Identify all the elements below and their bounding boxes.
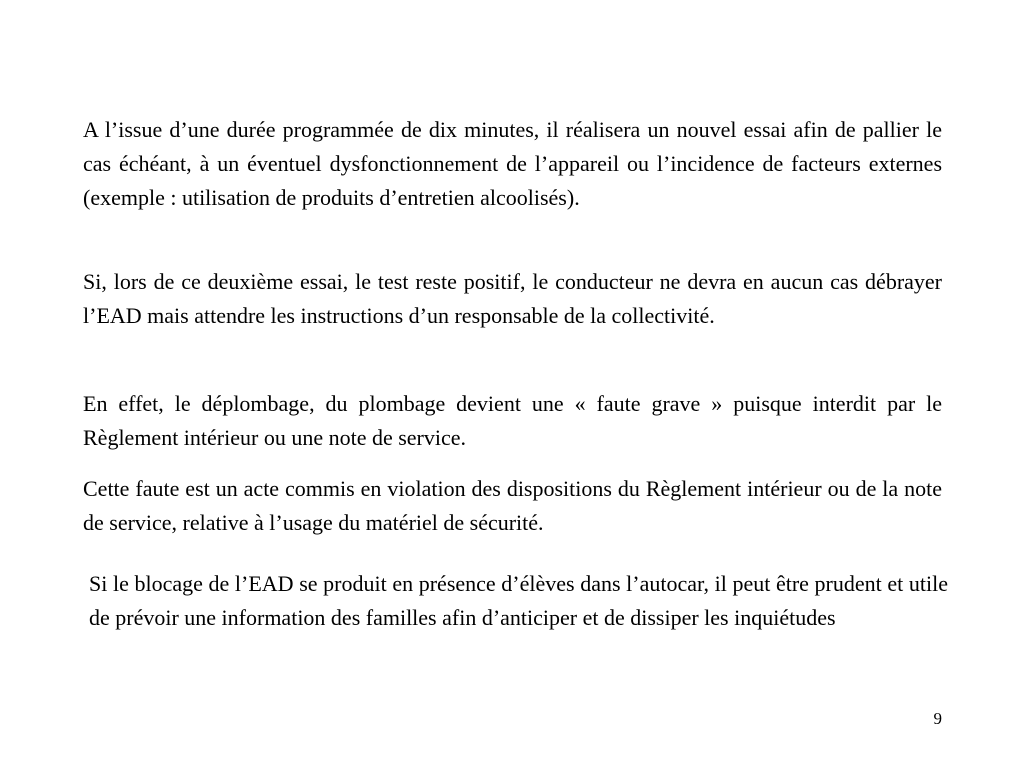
page-number: 9 [933,709,942,728]
paragraph-inform-families: Si le blocage de l’EAD se produit en présence d’élèves dans l’autocar, il peut être prudent et utile de prévoir une information des familles afin d’anticiper et de dissiper les inquiétudes [89,571,948,630]
paragraph-retest-after-ten-minutes: A l’issue d’une durée programmée de dix minutes, il réalisera un nouvel essai afin de pallier le cas échéant, à un éventuel dysfonctionnement de l’appareil ou l’incidence de facteurs externes (exemple : utilisation de produits d’entretien alcoolisés). [83,117,942,210]
paragraph-serious-fault: En effet, le déplombage, du plombage devient une « faute grave » puisque interdit par le Règlement intérieur ou une note de service. [83,391,942,450]
paragraph-second-test-positive: Si, lors de ce deuxième essai, le test reste positif, le conducteur ne devra en aucun cas débrayer l’EAD mais attendre les instructions d’un responsable de la collectivité. [83,269,942,328]
paragraph-fault-definition: Cette faute est un acte commis en violation des dispositions du Règlement intérieur ou de la note de service, relative à l’usage du matériel de sécurité. [83,476,942,535]
